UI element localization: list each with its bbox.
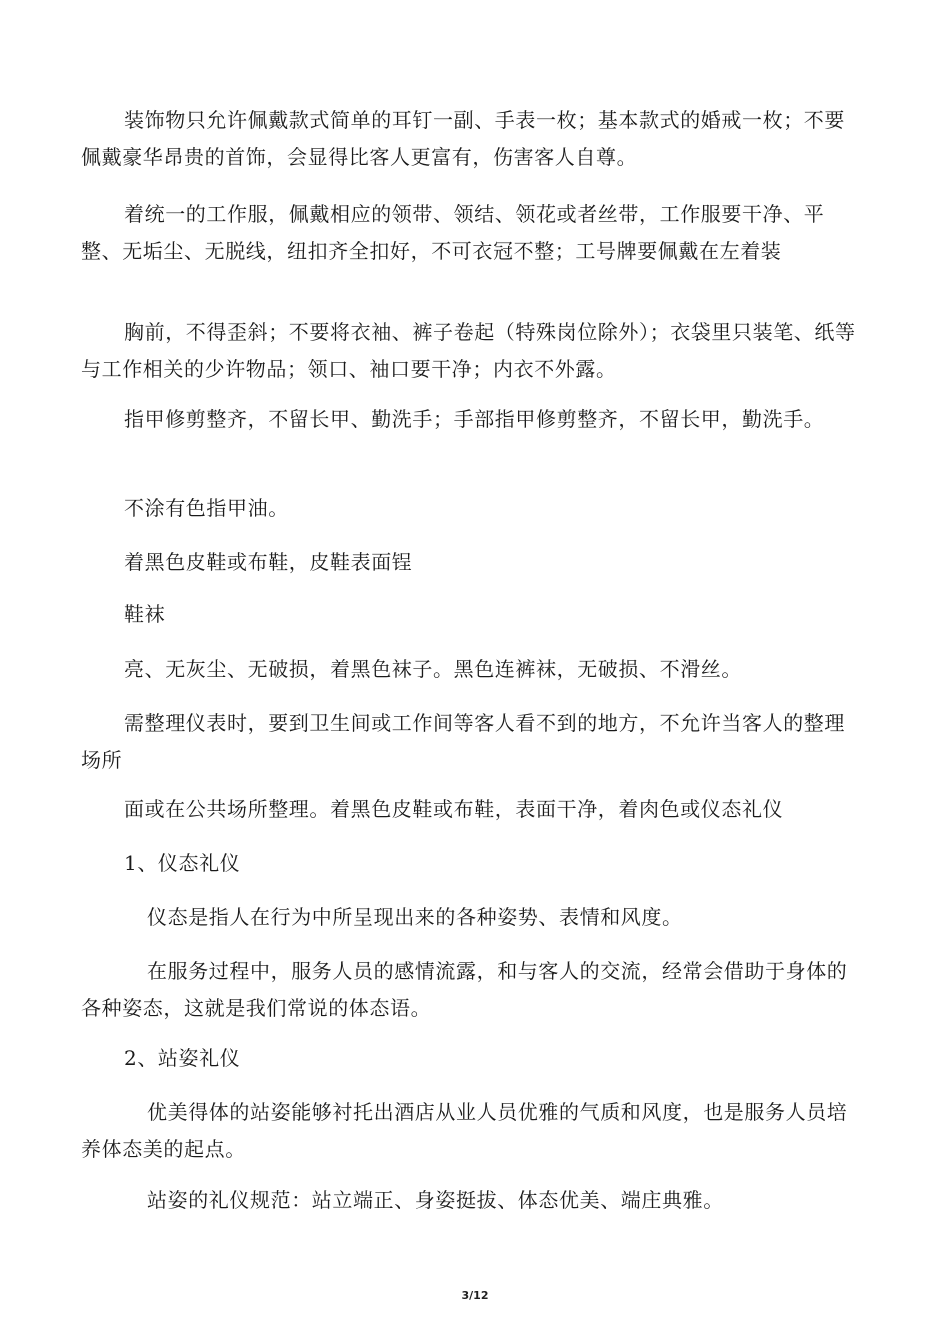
paragraph-shoes-socks-label: 鞋袜	[124, 602, 166, 626]
paragraph-posture-definition: 仪态是指人在行为中所呈现出来的各种姿势、表情和风度。	[147, 905, 683, 929]
paragraph-standing-posture: 优美得体的站姿能够衬托出酒店从业人员优雅的气质和风度，也是服务人员培养体态美的起点。	[81, 1100, 848, 1161]
paragraph-public-grooming: 面或在公共场所整理。着黑色皮鞋或布鞋，表面干净，着肉色或仪态礼仪	[124, 797, 784, 821]
paragraph-accessories: 装饰物只允许佩戴款式简单的耳钉一副、手表一枚；基本款式的婚戒一枚；不要佩戴豪华昂贵的首饰，会显得比客人更富有，伤害客人自尊。	[81, 108, 845, 169]
paragraph-chest-badge: 胸前，不得歪斜；不要将衣袖、裤子卷起（特殊岗位除外）；衣袋里只装笔、纸等与工作相关的少许物品；领口、袖口要干净；内衣不外露。	[81, 320, 856, 381]
paragraph-uniform: 着统一的工作服，佩戴相应的领带、领结、领花或者丝带，工作服要干净、平整、无垢尘、无脱线，纽扣齐全扣好，不可衣冠不整；工号牌要佩戴在左着装	[81, 202, 825, 263]
heading-standing-etiquette: 2、站姿礼仪	[124, 1046, 241, 1070]
paragraph-socks: 亮、无灰尘、无破损，着黑色袜子。黑色连裤袜，无破损、不滑丝。	[124, 657, 742, 681]
paragraph-shoes: 着黑色皮鞋或布鞋，皮鞋表面锃	[124, 550, 413, 574]
page-number: 3/12	[461, 1289, 489, 1302]
paragraph-nail-polish: 不涂有色指甲油。	[124, 496, 289, 520]
paragraph-grooming-place: 需整理仪表时，要到卫生间或工作间等客人看不到的地方，不允许当客人的整理场所	[81, 711, 845, 772]
paragraph-standing-norms: 站姿的礼仪规范：站立端正、身姿挺拔、体态优美、端庄典雅。	[147, 1188, 724, 1212]
heading-posture-etiquette: 1、仪态礼仪	[124, 851, 241, 875]
paragraph-body-language: 在服务过程中，服务人员的感情流露，和与客人的交流，经常会借助于身体的各种姿态，这就是我们常说的体态语。	[81, 959, 848, 1020]
paragraph-nails: 指甲修剪整齐，不留长甲、勤洗手；手部指甲修剪整齐，不留长甲，勤洗手。	[124, 407, 825, 431]
